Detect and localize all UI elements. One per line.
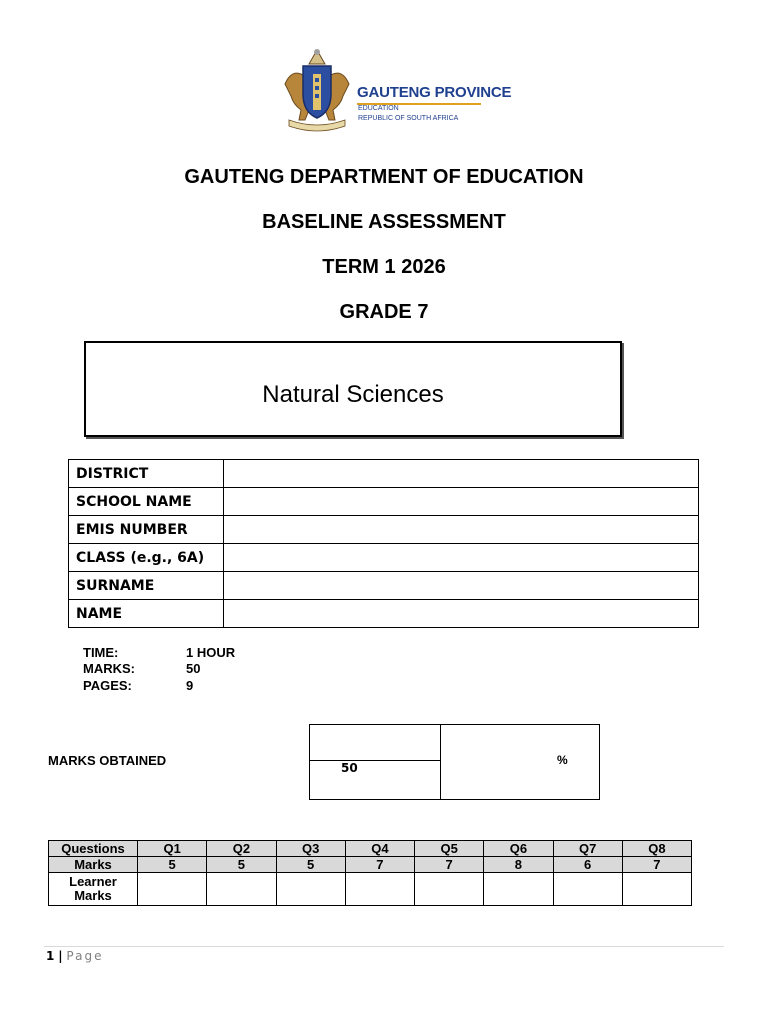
info-row-name <box>69 600 699 628</box>
question-header: Q7 <box>553 841 622 857</box>
question-header: Q1 <box>138 841 207 857</box>
question-marks: 5 <box>207 857 276 873</box>
questions-header: Questions <box>49 841 138 857</box>
marks-label: MARKS: <box>83 661 135 676</box>
term-heading: TERM 1 2026 <box>322 256 446 278</box>
subject-box <box>84 341 622 437</box>
info-row-district <box>69 460 699 488</box>
learner-mark-cell-q1[interactable] <box>138 873 207 906</box>
marks-value: 50 <box>186 661 201 676</box>
question-marks: 6 <box>553 857 622 873</box>
info-label: CLASS (e.g., 6A) <box>69 544 224 572</box>
logo-country-name: REPUBLIC OF SOUTH AFRICA <box>358 115 459 122</box>
info-row-emis-number <box>69 516 699 544</box>
question-header: Q5 <box>415 841 484 857</box>
emis-number-field[interactable] <box>224 516 699 544</box>
school-name-field[interactable] <box>224 488 699 516</box>
question-marks: 7 <box>345 857 414 873</box>
marks-obtained-percent-sign: % <box>557 753 568 767</box>
learner-marks-row <box>49 873 692 906</box>
questions-row <box>49 841 692 857</box>
time-value: 1 HOUR <box>186 645 236 660</box>
question-marks: 5 <box>276 857 345 873</box>
learner-mark-cell-q5[interactable] <box>415 873 484 906</box>
info-label: DISTRICT <box>69 460 224 488</box>
page-number: 1 <box>46 949 55 963</box>
learner-mark-cell-q4[interactable] <box>345 873 414 906</box>
info-label: SCHOOL NAME <box>69 488 224 516</box>
question-marks: 8 <box>484 857 553 873</box>
question-marks: 7 <box>415 857 484 873</box>
time-label: TIME: <box>83 645 119 660</box>
department-heading: GAUTENG DEPARTMENT OF EDUCATION <box>184 166 584 188</box>
question-header: Q8 <box>622 841 691 857</box>
learner-mark-cell-q3[interactable] <box>276 873 345 906</box>
question-header: Q2 <box>207 841 276 857</box>
learner-info-table <box>68 459 699 628</box>
info-row-surname <box>69 572 699 600</box>
surname-field[interactable] <box>224 572 699 600</box>
info-label: NAME <box>69 600 224 628</box>
page-word: Page <box>66 949 104 963</box>
logo-department-name: EDUCATION <box>358 105 399 112</box>
name-field[interactable] <box>224 600 699 628</box>
marks-obtained-divider <box>440 724 441 799</box>
marks-obtained-label: MARKS OBTAINED <box>48 753 167 768</box>
page-footer <box>46 949 103 963</box>
question-header: Q3 <box>276 841 345 857</box>
grade-heading: GRADE 7 <box>339 301 429 323</box>
footer-divider <box>44 946 724 947</box>
logo-province-name: GAUTENG PROVINCE <box>357 84 512 101</box>
info-row-class <box>69 544 699 572</box>
learner-mark-cell-q6[interactable] <box>484 873 553 906</box>
question-marks: 5 <box>138 857 207 873</box>
question-header: Q6 <box>484 841 553 857</box>
assessment-heading: BASELINE ASSESSMENT <box>262 211 506 233</box>
marks-obtained-total: 50 <box>341 761 358 775</box>
info-label: SURNAME <box>69 572 224 600</box>
pages-label: PAGES: <box>83 678 132 693</box>
marks-row <box>49 857 692 873</box>
learner-mark-cell-q8[interactable] <box>622 873 691 906</box>
question-marks: 7 <box>622 857 691 873</box>
learner-mark-cell-q7[interactable] <box>553 873 622 906</box>
marks-obtained-fraction-line <box>309 760 440 761</box>
district-field[interactable] <box>224 460 699 488</box>
learner-marks-label: Learner Marks <box>49 873 138 906</box>
learner-mark-cell-q2[interactable] <box>207 873 276 906</box>
pages-value: 9 <box>186 678 194 693</box>
question-marks-table <box>48 840 692 906</box>
footer-separator: | <box>58 949 63 963</box>
marks-row-label: Marks <box>49 857 138 873</box>
class-field[interactable] <box>224 544 699 572</box>
info-row-school-name <box>69 488 699 516</box>
question-header: Q4 <box>345 841 414 857</box>
subject-title: Natural Sciences <box>262 381 444 408</box>
info-label: EMIS NUMBER <box>69 516 224 544</box>
